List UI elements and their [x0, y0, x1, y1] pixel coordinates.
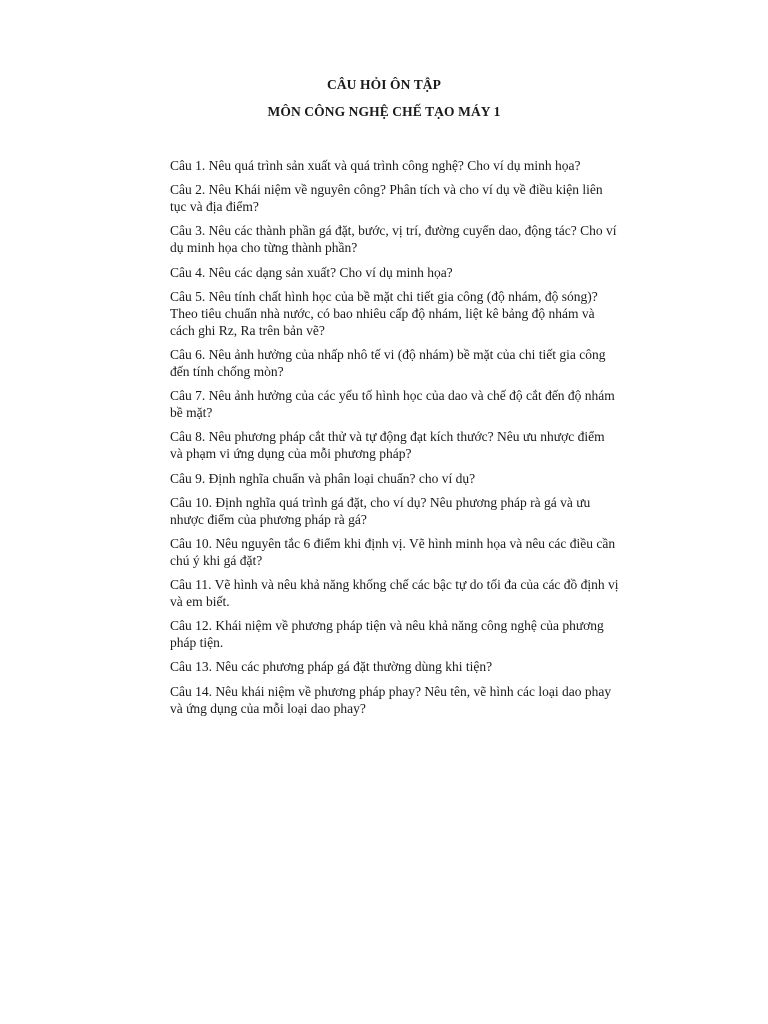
question-item: Câu 10. Định nghĩa quá trình gá đặt, cho ví dụ? Nêu phương pháp rà gá và ưu nhược điểm của phương pháp rà gá? [170, 494, 591, 527]
question-item: Câu 13. Nêu các phương pháp gá đặt thường dùng khi tiện? [170, 659, 493, 675]
question-item: Câu 1. Nêu quá trình sản xuất và quá trình công nghệ? Cho ví dụ minh họa? [170, 158, 581, 173]
question-item: Câu 14. Nêu khái niệm về phương pháp phay? Nêu tên, vẽ hình các loại dao phay và ứng dụng của mỗi loại dao phay? [170, 683, 612, 716]
question-item: Câu 8. Nêu phương pháp cắt thử và tự động đạt kích thước? Nêu ưu nhược điểm và phạm vi ứng dụng của mỗi phương pháp? [170, 429, 605, 462]
page-subtitle: MÔN CÔNG NGHỆ CHẾ TẠO MÁY 1 [267, 104, 501, 119]
question-item: Câu 12. Khái niệm về phương pháp tiện và nêu khả năng công nghệ của phương pháp tiện. [170, 618, 604, 651]
question-item: Câu 9. Định nghĩa chuẩn và phân loại chuẩn? cho ví dụ? [170, 470, 476, 486]
page-title: CÂU HỎI ÔN TẬP [326, 77, 442, 92]
question-item: Câu 3. Nêu các thành phần gá đặt, bước, vị trí, đường cuyển dao, động tác? Cho ví dụ minh họa cho từng thành phần? [170, 223, 617, 256]
question-item: Câu 7. Nêu ảnh hưởng của các yếu tố hình học của dao và chế độ cắt đến độ nhám bề mặt? [170, 388, 615, 421]
question-item: Câu 2. Nêu Khái niệm về nguyên công? Phân tích và cho ví dụ về điều kiện liên tục và địa điểm? [170, 182, 603, 215]
question-item: Câu 6. Nêu ảnh hưởng của nhấp nhô tế vi (độ nhám) bề mặt của chi tiết gia công đến tính chống mòn? [170, 346, 606, 379]
question-list [170, 157, 620, 724]
question-item: Câu 10. Nêu nguyên tắc 6 điểm khi định vị. Vẽ hình minh họa và nêu các điều cần chú ý khi gá đặt? [170, 535, 616, 568]
question-item: Câu 11. Vẽ hình và nêu khả năng khống chế các bậc tự do tối đa của các đồ định vị và em biết. [170, 577, 619, 610]
question-item: Câu 4. Nêu các dạng sản xuất? Cho ví dụ minh họa? [170, 264, 453, 280]
question-item: Câu 5. Nêu tính chất hình học của bề mặt chi tiết gia công (độ nhám, độ sóng)? Theo tiêu chuẩn nhà nước, có bao nhiêu cấp độ nhám, liệt kê bảng độ nhám và cách ghi Rz, Ra trên bản vẽ? [170, 288, 598, 338]
